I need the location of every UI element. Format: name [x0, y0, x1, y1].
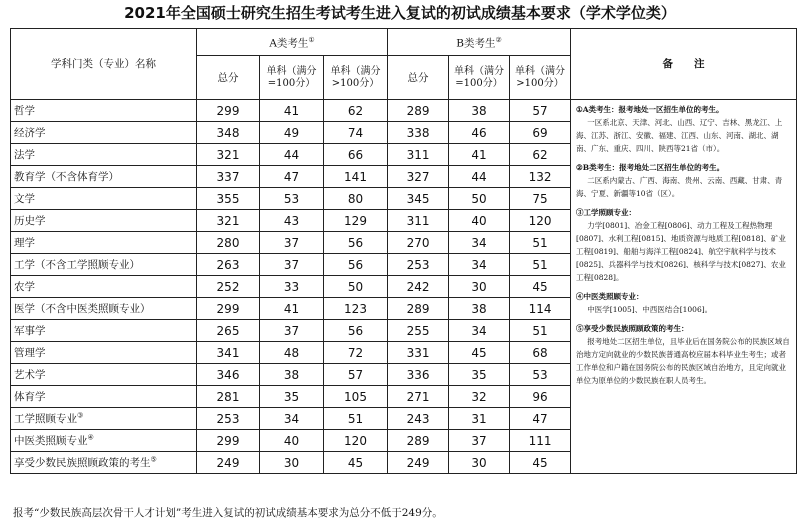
- subject-name: 体育学: [14, 391, 46, 403]
- a-single100-header: 单科（满分=100分）: [260, 56, 324, 100]
- score-cell-b-s1: 30: [449, 452, 510, 474]
- note-heading: ①A类考生：报考地处一区招生单位的考生。: [576, 105, 724, 114]
- score-cell-a-total: 321: [197, 210, 260, 232]
- subject-cell: [11, 276, 197, 298]
- score-cell-a-s2: 80: [324, 188, 388, 210]
- score-cell-a-s1: 41: [260, 100, 324, 122]
- subject-cell: [11, 100, 197, 122]
- score-cell-b-s2: 114: [510, 298, 571, 320]
- score-cell-b-s2: 57: [510, 100, 571, 122]
- score-cell-a-s2: 62: [324, 100, 388, 122]
- b-total-header: 总分: [388, 56, 449, 100]
- score-cell-a-s2: 56: [324, 232, 388, 254]
- page-title: 2021年全国硕士研究生招生考试考生进入复试的初试成绩基本要求（学术学位类）: [124, 4, 676, 22]
- subject-header: 学科门类（专业）名称: [11, 29, 197, 100]
- score-cell-b-s1: 44: [449, 166, 510, 188]
- note-item: [576, 103, 791, 155]
- subject-name: 历史学: [14, 215, 46, 227]
- note-item: [576, 290, 791, 316]
- score-cell-b-s2: 69: [510, 122, 571, 144]
- subject-cell: [11, 298, 197, 320]
- score-cell-a-s1: 49: [260, 122, 324, 144]
- score-cell-b-total: 289: [388, 100, 449, 122]
- score-cell-a-total: 249: [197, 452, 260, 474]
- score-cell-a-total: 355: [197, 188, 260, 210]
- subject-cell: [11, 342, 197, 364]
- score-cell-a-s1: 34: [260, 408, 324, 430]
- score-table-body: [11, 100, 797, 474]
- score-cell-a-total: 341: [197, 342, 260, 364]
- note-item: [576, 322, 791, 387]
- subject-cell: [11, 210, 197, 232]
- score-cell-a-total: 253: [197, 408, 260, 430]
- subject-footnote-mark: ④: [87, 433, 94, 442]
- note-body: 力学[0801]、冶金工程[0806]、动力工程及工程热物理[0807]、水利工程[0815]、地质资源与地质工程[0818]、矿业工程[0819]、船舶与海洋工程[0824]、航空宇航科学与技术[0825]、兵器科学与技术[0826]、核科学与技术[0827]、农业工程[0828]。: [576, 221, 786, 282]
- score-cell-a-s1: 38: [260, 364, 324, 386]
- score-cell-a-s2: 129: [324, 210, 388, 232]
- score-cell-a-s2: 56: [324, 320, 388, 342]
- score-cell-a-s1: 30: [260, 452, 324, 474]
- subject-name: 理学: [14, 237, 35, 249]
- note-heading: ⑤享受少数民族照顾政策的考生：: [576, 324, 689, 333]
- subject-name: 农学: [14, 281, 35, 293]
- subject-cell: [11, 364, 197, 386]
- subject-cell: [11, 452, 197, 474]
- subject-cell: [11, 408, 197, 430]
- subject-name: 经济学: [14, 127, 46, 139]
- a-total-header: 总分: [197, 56, 260, 100]
- score-cell-a-s2: 123: [324, 298, 388, 320]
- score-cell-b-s2: 47: [510, 408, 571, 430]
- score-cell-b-total: 336: [388, 364, 449, 386]
- score-cell-b-s1: 34: [449, 232, 510, 254]
- subject-cell: [11, 232, 197, 254]
- score-cell-a-s1: 35: [260, 386, 324, 408]
- score-cell-b-s2: 53: [510, 364, 571, 386]
- score-cell-a-s1: 48: [260, 342, 324, 364]
- score-cell-b-total: 289: [388, 430, 449, 452]
- score-cell-b-s1: 37: [449, 430, 510, 452]
- score-cell-a-s1: 37: [260, 254, 324, 276]
- score-cell-b-s2: 45: [510, 452, 571, 474]
- score-cell-b-total: 242: [388, 276, 449, 298]
- score-table: [10, 28, 797, 474]
- score-cell-b-s2: 111: [510, 430, 571, 452]
- score-cell-b-s1: 38: [449, 298, 510, 320]
- subject-name: 享受少数民族照顾政策的考生: [14, 457, 151, 469]
- score-cell-b-total: 243: [388, 408, 449, 430]
- note-body: 报考地处二区招生单位，且毕业后在国务院公布的民族区域自治地方定向就业的少数民族普通高校应届本科毕业生考生；或者工作单位和户籍在国务院公布的民族区域自治地方，且定向就业单位为原单位的少数民族在职人员考生。: [576, 337, 790, 385]
- subject-cell: [11, 320, 197, 342]
- note-body: 中医学[1005]、中西医结合[1006]。: [587, 305, 713, 314]
- score-cell-a-s2: 72: [324, 342, 388, 364]
- score-cell-a-total: 348: [197, 122, 260, 144]
- score-cell-b-total: 270: [388, 232, 449, 254]
- note-body: 二区系内蒙古、广西、海南、贵州、云南、西藏、甘肃、青海、宁夏、新疆等10省（区）。: [576, 176, 783, 198]
- score-cell-b-s1: 30: [449, 276, 510, 298]
- note-item: [576, 206, 791, 284]
- score-cell-a-s2: 120: [324, 430, 388, 452]
- b-single-gt100-header: 单科（满分>100分）: [510, 56, 571, 100]
- score-cell-b-total: 331: [388, 342, 449, 364]
- note-heading: ④中医类照顾专业：: [576, 292, 644, 301]
- subject-cell: [11, 122, 197, 144]
- score-cell-b-s1: 38: [449, 100, 510, 122]
- score-cell-a-total: 346: [197, 364, 260, 386]
- subject-name: 法学: [14, 149, 35, 161]
- note-item: [576, 161, 791, 200]
- score-cell-b-s2: 51: [510, 232, 571, 254]
- score-cell-b-total: 311: [388, 144, 449, 166]
- note-body: 一区系北京、天津、河北、山西、辽宁、吉林、黑龙江、上海、江苏、浙江、安徽、福建、江西、山东、河南、湖北、湖南、广东、重庆、四川、陕西等21省（市）。: [576, 118, 783, 153]
- score-cell-a-s1: 43: [260, 210, 324, 232]
- score-cell-a-s1: 47: [260, 166, 324, 188]
- score-cell-b-total: 255: [388, 320, 449, 342]
- score-cell-b-total: 249: [388, 452, 449, 474]
- score-cell-a-s1: 33: [260, 276, 324, 298]
- b-single100-header: 单科（满分=100分）: [449, 56, 510, 100]
- score-cell-a-s2: 57: [324, 364, 388, 386]
- score-cell-a-total: 321: [197, 144, 260, 166]
- score-cell-b-s1: 34: [449, 254, 510, 276]
- score-cell-b-s1: 46: [449, 122, 510, 144]
- subject-footnote-mark: ③: [77, 411, 84, 420]
- subject-footnote-mark: ⑤: [150, 455, 157, 464]
- score-cell-b-total: 311: [388, 210, 449, 232]
- subject-name: 教育学（不含体育学）: [14, 171, 119, 183]
- score-cell-a-s2: 74: [324, 122, 388, 144]
- score-cell-b-s1: 32: [449, 386, 510, 408]
- score-cell-b-total: 253: [388, 254, 449, 276]
- a-group-header: A类考生①: [197, 29, 388, 56]
- score-table-wrapper: [10, 28, 796, 474]
- note-heading: ③工学照顾专业：: [576, 208, 637, 217]
- score-cell-a-s1: 37: [260, 232, 324, 254]
- score-cell-b-s2: 132: [510, 166, 571, 188]
- footer-note: 报考“少数民族高层次骨干人才计划”考生进入复试的初试成绩基本要求为总分不低于249分。: [13, 507, 443, 519]
- score-cell-b-total: 327: [388, 166, 449, 188]
- score-cell-a-total: 299: [197, 298, 260, 320]
- score-cell-b-s1: 41: [449, 144, 510, 166]
- score-cell-b-s2: 96: [510, 386, 571, 408]
- score-cell-b-s1: 50: [449, 188, 510, 210]
- b-group-header: B类考生②: [388, 29, 571, 56]
- score-cell-b-s1: 45: [449, 342, 510, 364]
- subject-name: 工学照顾专业: [14, 413, 77, 425]
- subject-name: 工学（不含工学照顾专业）: [14, 259, 140, 271]
- subject-name: 医学（不含中医类照顾专业）: [14, 303, 151, 315]
- score-cell-a-s2: 56: [324, 254, 388, 276]
- subject-name: 中医类照顾专业: [14, 435, 88, 447]
- score-cell-b-s1: 31: [449, 408, 510, 430]
- score-cell-b-s2: 51: [510, 320, 571, 342]
- score-cell-b-s1: 40: [449, 210, 510, 232]
- score-cell-a-s1: 53: [260, 188, 324, 210]
- table-row: [11, 100, 797, 122]
- subject-name: 管理学: [14, 347, 46, 359]
- subject-name: 文学: [14, 193, 35, 205]
- score-cell-a-s2: 45: [324, 452, 388, 474]
- subject-name: 哲学: [14, 105, 35, 117]
- score-cell-a-s2: 141: [324, 166, 388, 188]
- score-cell-a-total: 299: [197, 430, 260, 452]
- score-cell-a-total: 337: [197, 166, 260, 188]
- score-cell-a-s1: 41: [260, 298, 324, 320]
- score-cell-a-total: 263: [197, 254, 260, 276]
- subject-cell: [11, 166, 197, 188]
- score-cell-a-s2: 50: [324, 276, 388, 298]
- score-cell-a-s1: 44: [260, 144, 324, 166]
- note-heading: ②B类考生：报考地处二区招生单位的考生。: [576, 163, 725, 172]
- score-cell-b-total: 345: [388, 188, 449, 210]
- subject-cell: [11, 188, 197, 210]
- score-cell-b-s2: 68: [510, 342, 571, 364]
- subject-cell: [11, 254, 197, 276]
- subject-name: 艺术学: [14, 369, 46, 381]
- score-cell-b-total: 338: [388, 122, 449, 144]
- score-cell-a-total: 280: [197, 232, 260, 254]
- a-single-gt100-header: 单科（满分>100分）: [324, 56, 388, 100]
- score-cell-b-total: 271: [388, 386, 449, 408]
- score-cell-a-total: 299: [197, 100, 260, 122]
- score-cell-a-total: 281: [197, 386, 260, 408]
- score-cell-a-s2: 66: [324, 144, 388, 166]
- score-cell-b-s2: 120: [510, 210, 571, 232]
- notes-header: 备 注: [571, 29, 797, 100]
- score-cell-b-s2: 51: [510, 254, 571, 276]
- score-cell-a-total: 252: [197, 276, 260, 298]
- subject-cell: [11, 430, 197, 452]
- score-cell-a-s2: 105: [324, 386, 388, 408]
- score-cell-b-s1: 34: [449, 320, 510, 342]
- subject-cell: [11, 144, 197, 166]
- score-cell-a-total: 265: [197, 320, 260, 342]
- score-cell-a-s1: 40: [260, 430, 324, 452]
- score-cell-b-s2: 75: [510, 188, 571, 210]
- subject-name: 军事学: [14, 325, 46, 337]
- score-cell-b-total: 289: [388, 298, 449, 320]
- score-cell-a-s1: 37: [260, 320, 324, 342]
- score-cell-a-s2: 51: [324, 408, 388, 430]
- score-cell-b-s2: 62: [510, 144, 571, 166]
- notes-cell: [571, 100, 797, 474]
- score-cell-b-s2: 45: [510, 276, 571, 298]
- score-cell-b-s1: 35: [449, 364, 510, 386]
- subject-cell: [11, 386, 197, 408]
